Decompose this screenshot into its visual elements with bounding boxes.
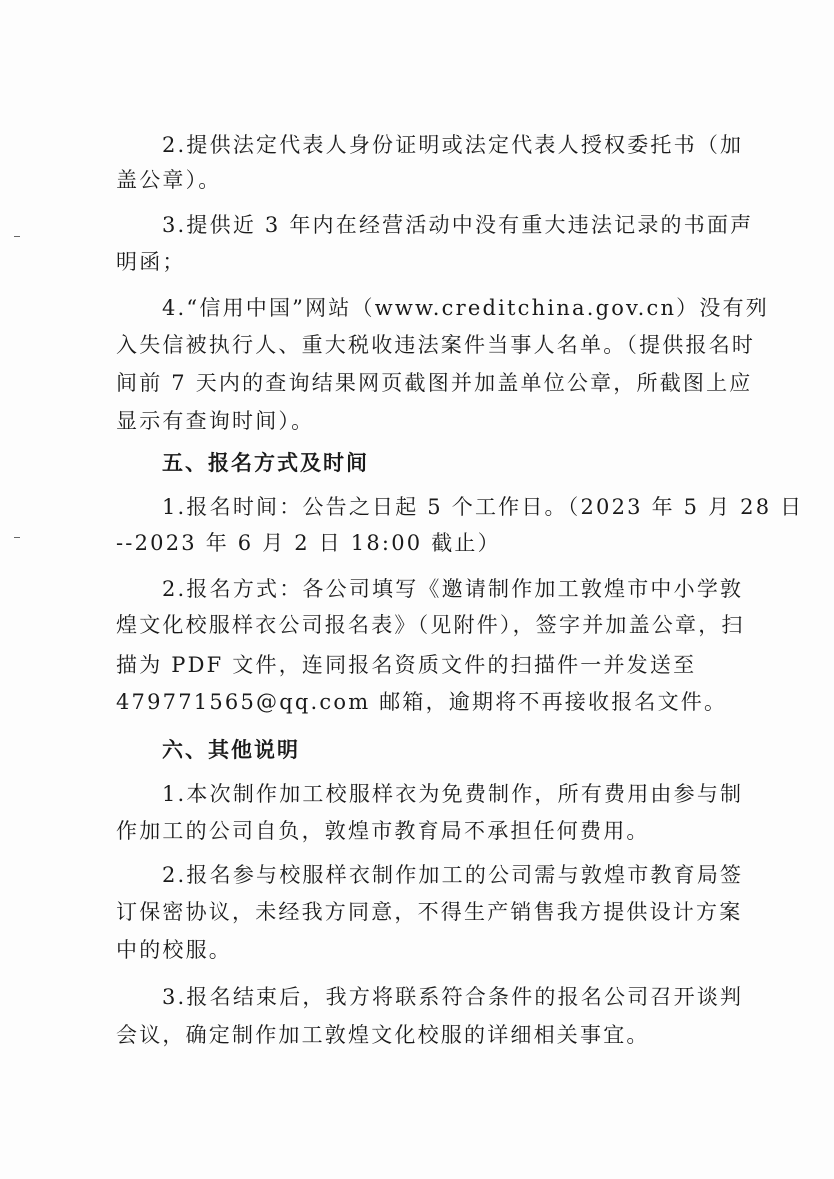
section-heading: 六、其他说明 bbox=[162, 738, 300, 762]
text-line: 煌文化校服样衣公司报名表》（见附件），签字并加盖公章，扫 bbox=[116, 613, 745, 637]
text-line: 描为 PDF 文件，连同报名资质文件的扫描件一并发送至 bbox=[116, 653, 697, 677]
text-line: 4.“信用中国”网站（www.creditchina.gov.cn）没有列 bbox=[162, 296, 769, 320]
text-line: 1.本次制作加工校服样衣为免费制作，所有费用由参与制 bbox=[162, 782, 744, 806]
scan-mark bbox=[14, 236, 20, 237]
text-line: 明函； bbox=[116, 250, 186, 274]
text-line: 作加工的公司自负，敦煌市教育局不承担任何费用。 bbox=[116, 819, 650, 843]
text-line: 3.报名结束后，我方将联系符合条件的报名公司召开谈判 bbox=[162, 985, 744, 1009]
text-line: 3.提供近 3 年内在经营活动中没有重大违法记录的书面声 bbox=[162, 213, 754, 237]
text-line: 显示有查询时间）。 bbox=[116, 409, 315, 433]
text-line: 479771565@qq.com 邮箱，逾期将不再接收报名文件。 bbox=[116, 690, 728, 714]
text-line: --2023 年 6 月 2 日 18:00 截止） bbox=[116, 531, 501, 555]
text-line: 2.提供法定代表人身份证明或法定代表人授权委托书（加 bbox=[162, 133, 744, 157]
text-line: 1.报名时间：公告之日起 5 个工作日。（2023 年 5 月 28 日 bbox=[162, 495, 804, 519]
text-line: 盖公章）。 bbox=[116, 168, 222, 192]
text-line: 入失信被执行人、重大税收违法案件当事人名单。（提供报名时 bbox=[116, 333, 756, 357]
text-line: 间前 7 天内的查询结果网页截图并加盖单位公章，所截图上应 bbox=[116, 371, 753, 395]
text-line: 订保密协议，未经我方同意，不得生产销售我方提供设计方案 bbox=[116, 900, 743, 924]
text-line: 2.报名参与校服样衣制作加工的公司需与敦煌市教育局签 bbox=[162, 863, 744, 887]
section-heading: 五、报名方式及时间 bbox=[162, 451, 369, 475]
scan-mark bbox=[14, 537, 20, 538]
text-line: 2.报名方式：各公司填写《邀请制作加工敦煌市中小学敦 bbox=[162, 577, 744, 601]
text-line: 会议，确定制作加工敦煌文化校服的详细相关事宜。 bbox=[116, 1023, 650, 1047]
text-line: 中的校服。 bbox=[116, 938, 232, 962]
